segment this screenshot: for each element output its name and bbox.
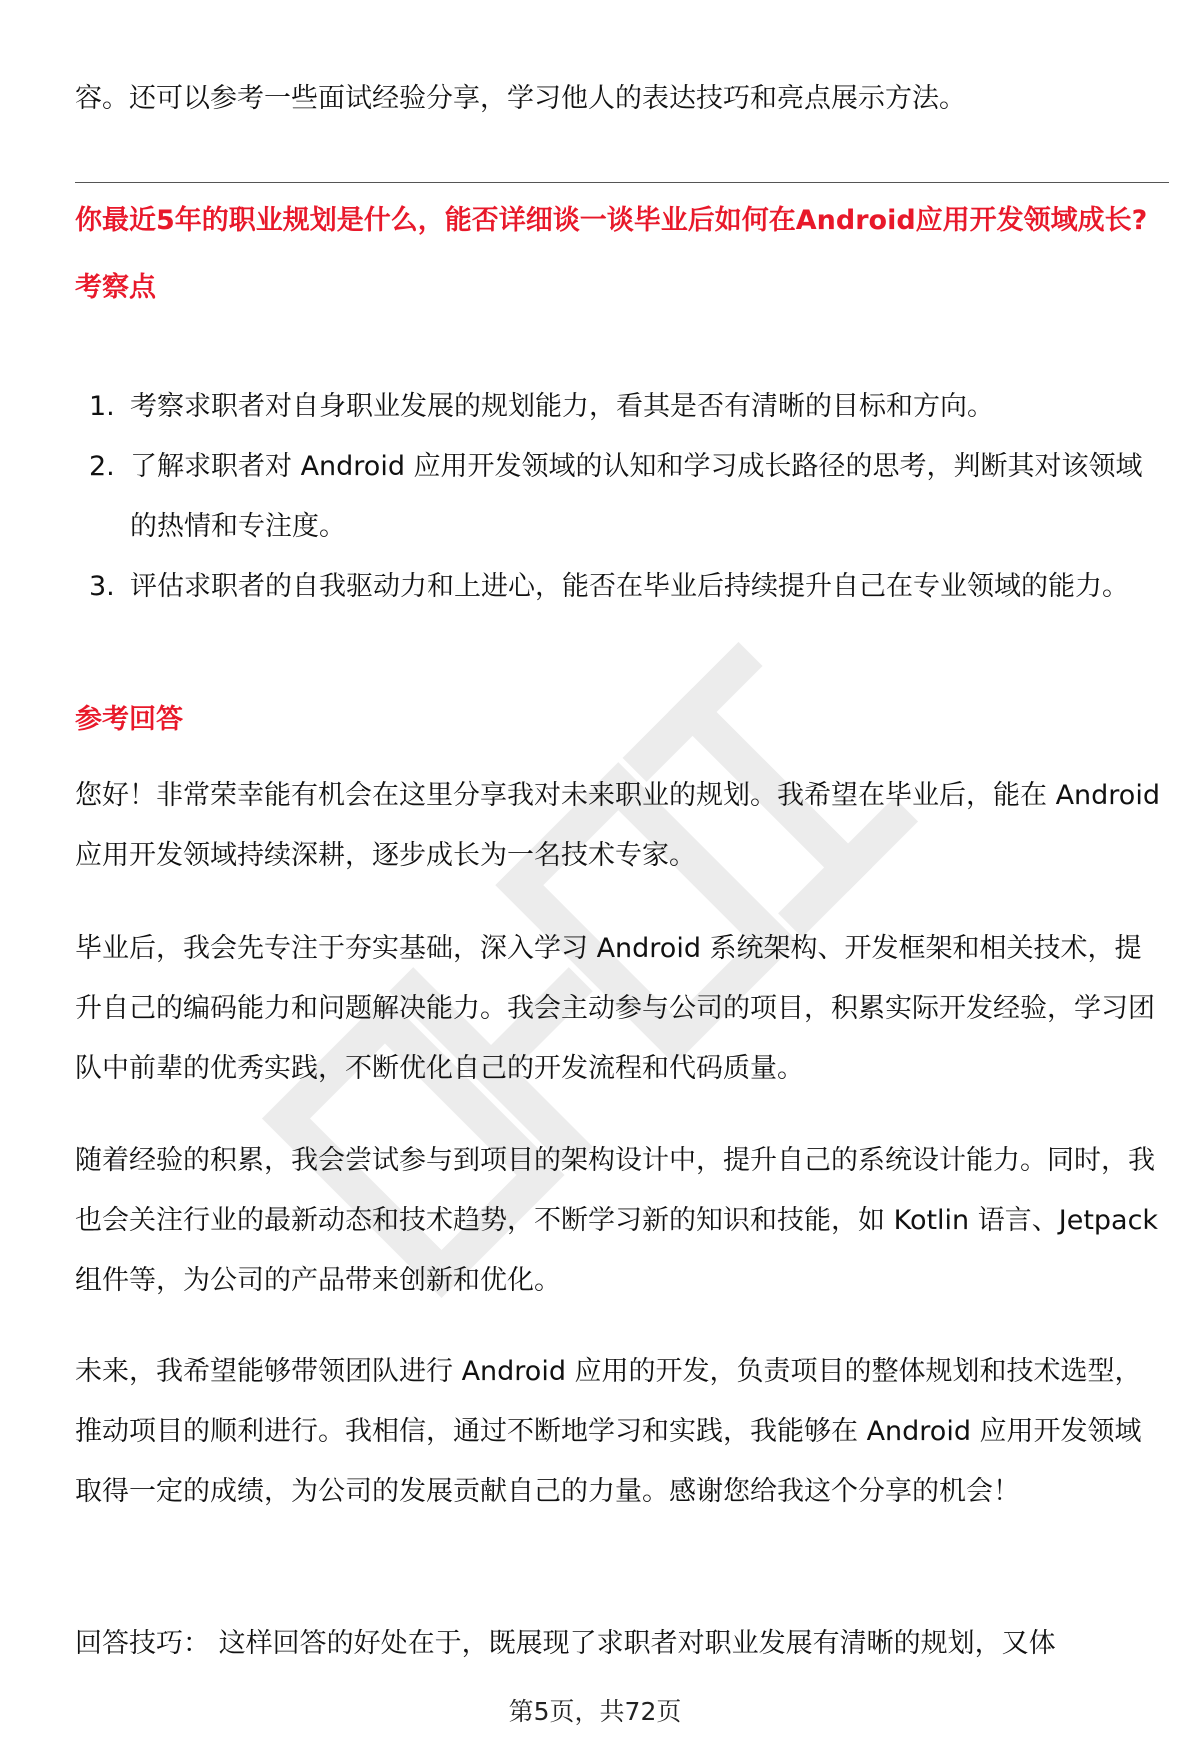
answer-paragraph: 未来，我希望能够带领团队进行 Android 应用的开发，负责项目的整体规划和技术选型，推动项目的顺利进行。我相信，通过不断地学习和实践，我能够在 Android 应用开发领域取得一定的成绩，为公司的发展贡献自己的力量。感谢您给我这个分享的机会！	[75, 1356, 1142, 1507]
section-divider	[75, 182, 1169, 183]
answer-paragraph: 随着经验的积累，我会尝试参与到项目的架构设计中，提升自己的系统设计能力。同时，我也会关注行业的最新动态和技术趋势，不断学习新的知识和技能，如 Kotlin 语言、Jetpack 组件等，为公司的产品带来创新和优化。	[75, 1145, 1159, 1296]
question-heading: 你最近5年的职业规划是什么，能否详细谈一谈毕业后如何在Android应用开发领域成长?	[75, 205, 1148, 236]
answer-section-title: 参考回答	[75, 704, 183, 735]
list-item-number: 1.	[89, 391, 115, 422]
points-section-title: 考察点	[75, 272, 156, 303]
answer-paragraph: 您好！非常荣幸能有机会在这里分享我对未来职业的规划。我希望在毕业后，能在 Android 应用开发领域持续深耕，逐步成长为一名技术专家。	[75, 780, 1160, 871]
list-item	[75, 377, 1165, 437]
list-item-text: 评估求职者的自我驱动力和上进心，能否在毕业后持续提升自己在专业领域的能力。	[130, 571, 1129, 602]
list-item	[75, 437, 1165, 557]
list-item-number: 2.	[89, 451, 115, 482]
answer-tip-paragraph: 回答技巧： 这样回答的好处在于，既展现了求职者对职业发展有清晰的规划，又体	[75, 1628, 1056, 1659]
list-item-text: 了解求职者对 Android 应用开发领域的认知和学习成长路径的思考，判断其对该领域的热情和专注度。	[130, 451, 1143, 542]
list-item-text: 考察求职者对自身职业发展的规划能力，看其是否有清晰的目标和方向。	[130, 391, 994, 422]
continuation-text: 容。还可以参考一些面试经验分享，学习他人的表达技巧和亮点展示方法。	[75, 83, 966, 114]
list-item-number: 3.	[89, 571, 115, 602]
list-item	[75, 557, 1165, 617]
answer-paragraph: 毕业后，我会先专注于夯实基础，深入学习 Android 系统架构、开发框架和相关技术，提升自己的编码能力和问题解决能力。我会主动参与公司的项目，积累实际开发经验，学习团队中前辈的优秀实践，不断优化自己的开发流程和代码质量。	[75, 933, 1155, 1084]
page-footer: 第5页，共72页	[508, 1697, 682, 1726]
points-list	[75, 377, 1165, 617]
